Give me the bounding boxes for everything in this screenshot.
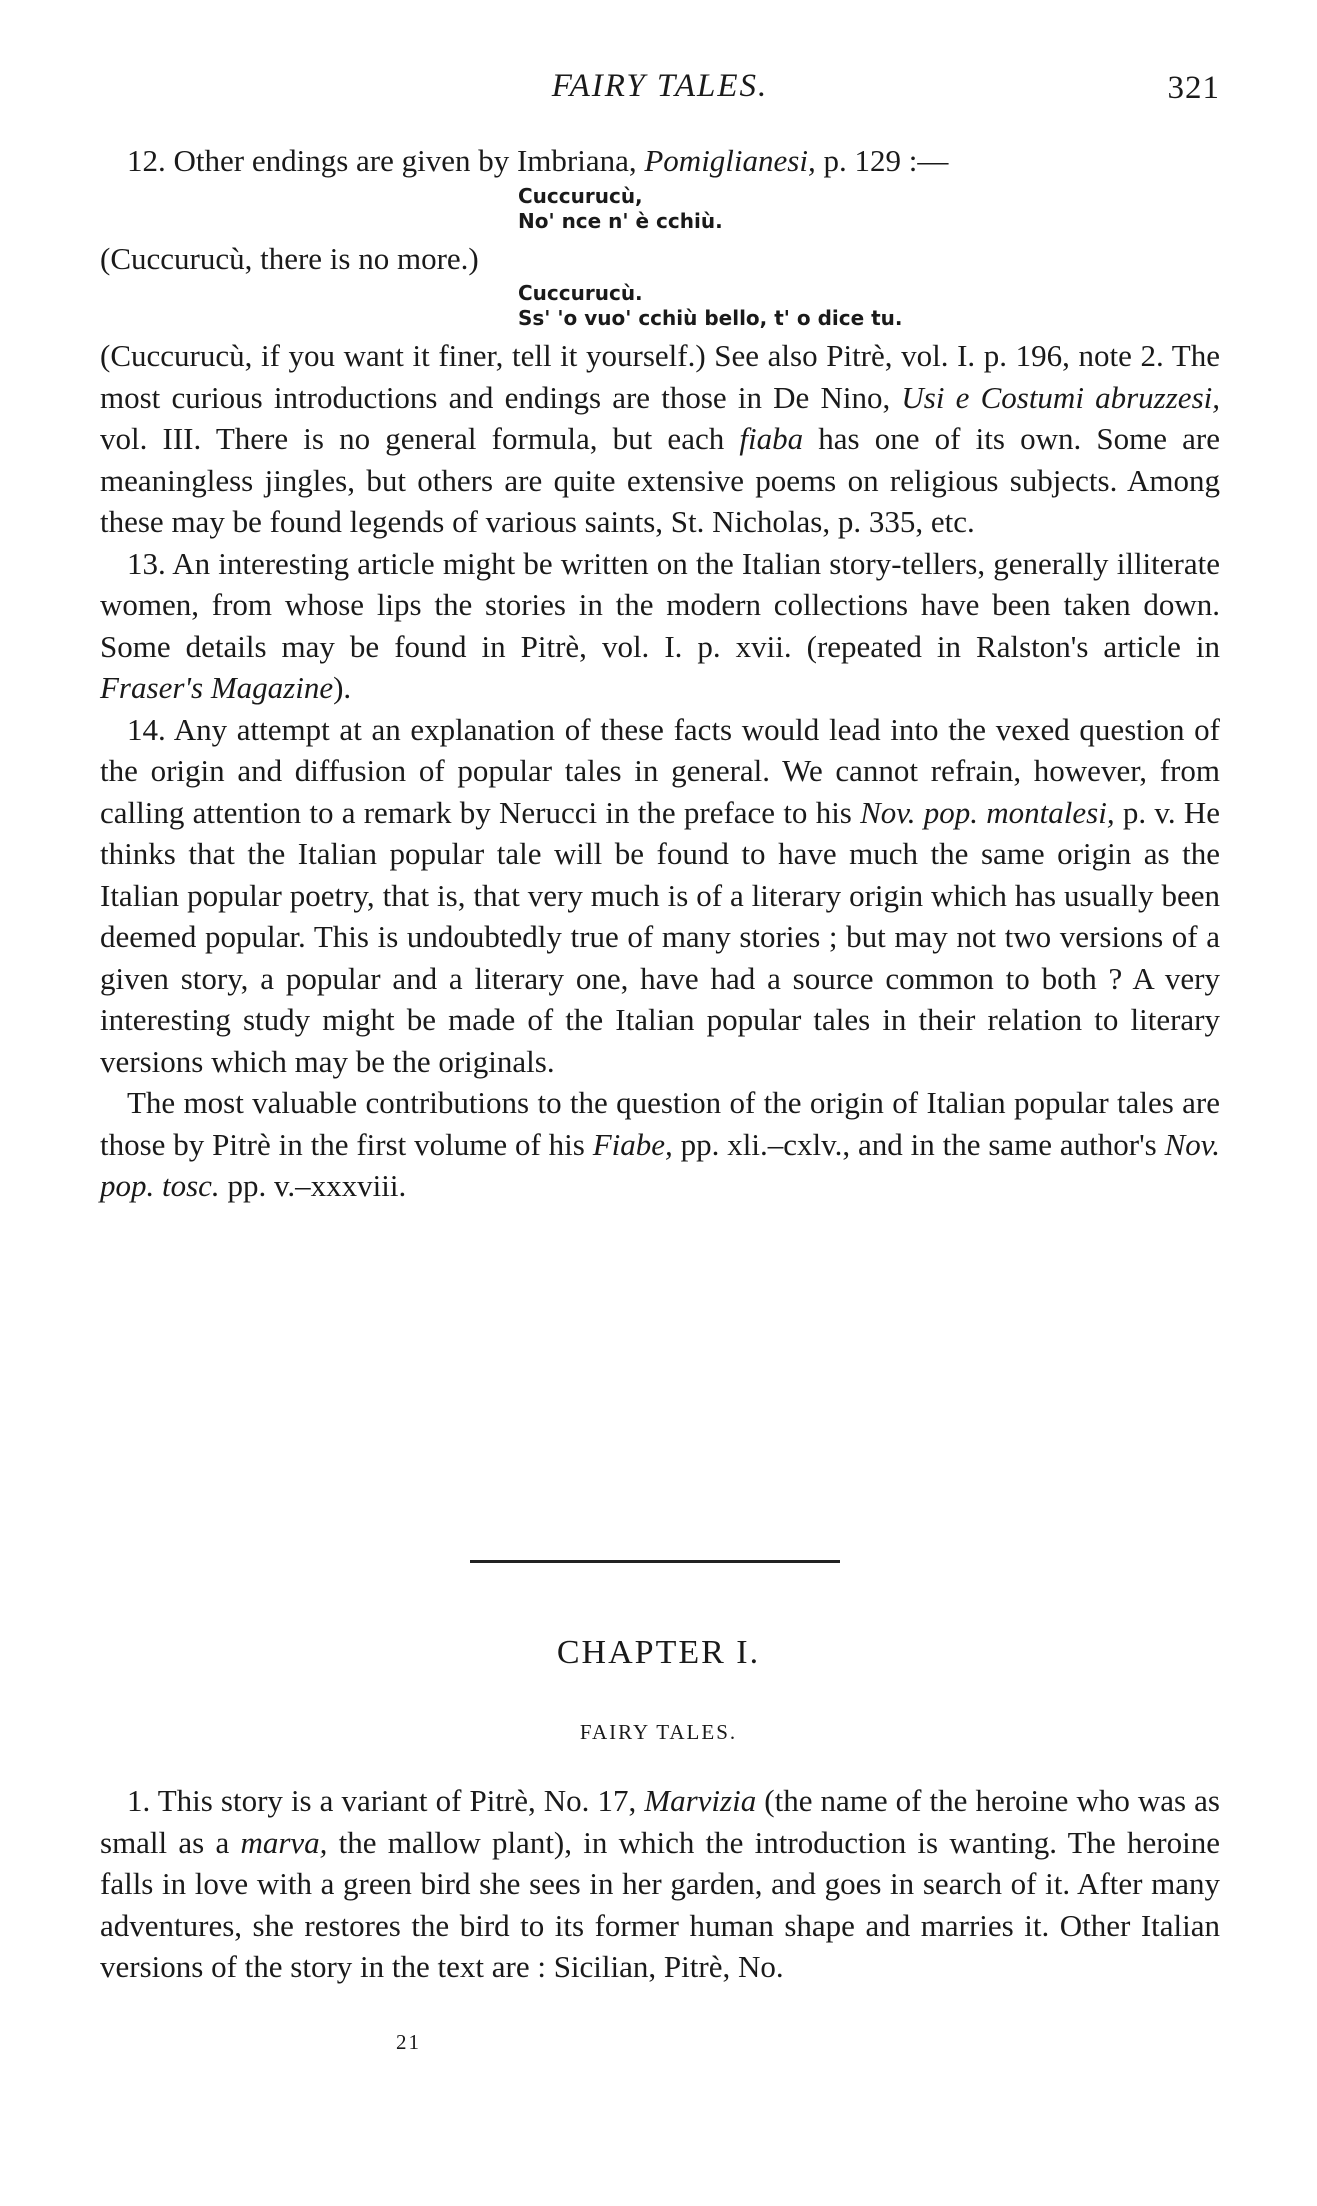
note-1 (100, 1780, 1220, 1988)
note-14 (100, 709, 1220, 1083)
note-1-italic-2: marva, (240, 1824, 328, 1860)
note-14b-c: pp. v.–xxxviii. (219, 1168, 407, 1203)
chapter-heading: CHAPTER I. (556, 1634, 761, 1671)
gloss-1: (Cuccurucù, there is no more.) (100, 240, 479, 276)
note-14b-italic-2: Nov. pop. tosc. (100, 1126, 1220, 1203)
gloss-2-a: (Cuccurucù, if you want it finer, tell it yourself.) See also Pitrè, vol. I. p. 196, note 2. The most curious introductions and endings are those in De Nino, (100, 338, 1220, 415)
note-14b-b: pp. xli.–cxlv., and in the same author's (672, 1126, 1165, 1162)
note-12-text: 12. Other endings are given by Imbriana, (127, 143, 645, 178)
gloss-2-c: has one of its own. Some are meaningless jingles, but others are quite extensive poems on religious subjects. Among these may be found legends of various saints, St. Nicholas, p. 335, etc. (100, 421, 1220, 539)
note-13-a: 13. An interesting article might be written on the Italian story-tellers, generally illiterate women, from whose lips the stories in the modern collections have been taken down. Some details may be found in Pitrè, vol. I. p. xvii. (repeated in Ralston's article in (100, 545, 1220, 664)
note-14b-a: The most valuable contributions to the question of the origin of Italian popular tales are those by Pitrè in the first volume of his (100, 1085, 1220, 1162)
note-1-b: (the name of the heroine who was as small as a (100, 1783, 1220, 1860)
note-1-a: 1. This story is a variant of Pitrè, No. 17, (127, 1783, 645, 1818)
note-14b-italic-1: Fiabe, (592, 1126, 673, 1162)
page-header (100, 68, 1220, 118)
chapter-subheading: FAIRY TALES. (579, 1720, 738, 1744)
note-14-italic: Nov. pop. montalesi, (860, 794, 1115, 830)
signature-mark: 21 (396, 2030, 421, 2054)
note-12-text-rest: p. 129 :— (815, 143, 949, 178)
gloss-2-italic-1: Usi e Costumi abruzzesi, (901, 379, 1220, 415)
running-title: FAIRY TALES. (551, 68, 769, 104)
note-13 (100, 543, 1220, 709)
note-14-continued (100, 1082, 1220, 1207)
note-14-b: p. v. He thinks that the Italian popular tale will be found to have much the same origin as the Italian popular poetry, that is, that very much is of a literary origin which has usually been deemed popular. This is undoubtedly true of many stories ; but may not two versions of a given story, a popular and a literary one, have had a source common to both ? A very interesting study might be made of the Italian popular tales in their relation to literary versions which may be the originals. (100, 794, 1220, 1079)
verse-1 (100, 184, 1220, 234)
section-divider (470, 1560, 840, 1563)
note-12-title: Pomiglianesi, (644, 143, 816, 178)
note-12-intro (100, 140, 1220, 182)
verse-2 (100, 281, 1220, 331)
chapter-notes-body (100, 1780, 1220, 1988)
gloss-2 (100, 335, 1220, 543)
gloss-2-italic-2: fiaba (739, 421, 804, 456)
verse-2-line-2: Ss' 'o vuo' cchiù bello, t' o dice tu. (518, 306, 903, 330)
verse-2-line-1: Cuccurucù. (518, 281, 643, 305)
gloss-2-b: vol. III. There is no general formula, but each (100, 421, 740, 456)
page-number: 321 (1167, 70, 1220, 106)
verse-1-line-1: Cuccurucù, (518, 183, 643, 208)
verse-1-line-2: No' nce n' è cchiù. (518, 208, 723, 233)
note-13-italic: Fraser's Magazine (100, 670, 334, 705)
note-14-a: 14. Any attempt at an explanation of these facts would lead into the vexed question of the origin and diffusion of popular tales in general. We cannot refrain, however, from calling attention to a remark by Nerucci in the preface to his (100, 711, 1220, 830)
note-1-c: the mallow plant), in which the introduction is wanting. The heroine falls in love with a green bird she sees in her garden, and goes in search of it. After many adventures, she restores the bird to its former human shape and marries it. Other Italian versions of the story in the text are : Sicilian, Pitrè, No. (100, 1824, 1220, 1984)
notes-body (100, 140, 1220, 1207)
note-13-b: ). (333, 670, 352, 705)
note-1-italic-1: Marvizia (644, 1783, 757, 1818)
